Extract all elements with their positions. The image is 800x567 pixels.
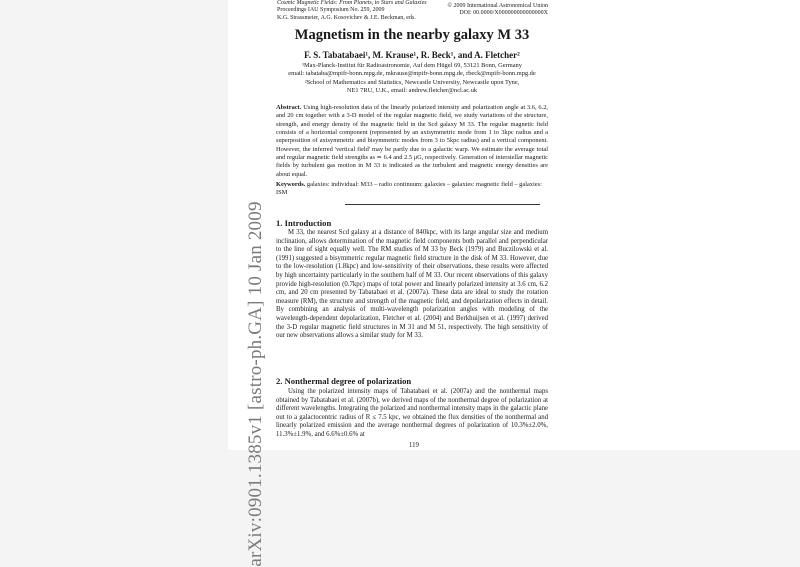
keywords-text: galaxies: individual: M33 – radio continuum: galaxies – galaxies: magnetic field – galaxies: ISM xyxy=(276,181,542,197)
affiliation-line: NE1 7RU, U.K., email: andrew.fletcher@ncl.ac.uk xyxy=(346,87,478,95)
abstract-label: Abstract. xyxy=(276,104,302,111)
keywords-label: Keywords. xyxy=(276,181,306,188)
copyright-block xyxy=(420,3,548,18)
paragraph: Using the polarized intensity maps of Tabatabaei et al. (2007a) and the nonthermal maps obtained by Tabatabaei et al. (2007b), we derived maps of the nonthermal degree of polarization at different wavelengths. Integrating the polarized and nonthermal intensity maps in the galactic plane out to a galactocentric radius of R ≤ 7.5 kpc, we obtained the flux densities of the nonthermal and linearly polarized emission and the average nonthermal degrees of polarization of 10.3%±2.0%, 11.3%±1.9%, and 6.6%±0.6% at xyxy=(276,388,548,438)
proceedings-title-2: Proceedings IAU Symposium No. 259, 2009 xyxy=(277,7,385,14)
abstract xyxy=(276,104,548,179)
copyright-line: © 2009 International Astronomical Union xyxy=(447,3,548,9)
proceedings-editors: K.G. Strassmeier, A.G. Kosovichev & J.E. Beckman, eds. xyxy=(277,14,416,21)
affiliation-line: ²School of Mathematics and Statistics, Newcastle University, Newcastle upon Tyne, xyxy=(304,78,520,86)
section-heading-polarization: 2. Nonthermal degree of polarization xyxy=(276,376,412,386)
section-heading-introduction: 1. Introduction xyxy=(276,218,332,228)
doi-line: DOI: 00.0000/X000000000000000X xyxy=(459,10,548,17)
keywords xyxy=(276,181,548,198)
paper-authors: F. S. Tabatabaei¹, M. Krause¹, R. Beck¹, and A. Fletcher² xyxy=(304,50,520,60)
section-body-polarization xyxy=(276,388,548,440)
paper-title: Magnetism in the nearby galaxy M 33 xyxy=(294,27,530,43)
arxiv-stamp xyxy=(240,0,272,567)
divider-rule xyxy=(345,204,540,205)
affiliations xyxy=(276,62,548,96)
section-body-introduction xyxy=(276,229,548,341)
paragraph: M 33, the nearest Scd galaxy at a distance of 840kpc, with its large angular size and medium inclination, allows determination of the magnetic field components both parallel and perpendicular to the line of sight equally well. The RM studies of M 33 by Beck (1979) and Buczilowski et al. (1991) suggested a bisymmetric regular magnetic field structure in the disk of M 33. However, due to the low-resolution (1.8kpc) and low-sensitivity of their observations, these results were affected by high uncertainty particularly in the southern half of M 33. Our recent observations of this galaxy provide high-resolution (0.7kpc) maps of total power and linearly polarized intensity at 3.6 cm, 6.2 cm, and 20 cm presented by Tabatabaei et al. (2007a). These data are ideal to study the rotation measure (RM), the structure and strength of the magnetic field, and depolarization effects in detail. By combining an analysis of multi-wavelength polarization angles with modeling of the wavelength-dependent depolarization, Fletcher et al. (2004) and Berkhuijsen et al. (1997) derived the 3-D regular magnetic field structures in M 31 and M 51, respectively. The high sensitivity of our new observations allows a similar study for M 33. xyxy=(276,229,548,340)
proceedings-header xyxy=(277,0,427,22)
affiliation-line: email: tabataba@mpifr-bonn.mpg.de, mkrause@mpifr-bonn.mpg.de, rbeck@mpifr-bonn.mpg.de xyxy=(288,70,536,78)
proceedings-title-1: Cosmic Magnetic Fields: From Planets, to Stars and Galaxies xyxy=(277,0,427,6)
abstract-text: Using high-resolution data of the linearly polarized intensity and polarization angle at 3.6, 6.2, and 20 cm together with a 3-D model of the regular magnetic field, we study variations of the structure, strength, and energy density of the magnetic field in the Scd galaxy M 33. The regular magnetic field consists of a horizontal component (represented by an axisymmetric mode from 1 to 3kpc radius and a superposition of axisymmetric and bisymmetric modes from 3 to 5kpc radius) and a vertical component. However, the inferred 'vertical field' may be partly due to a galactic warp. We estimate the average total and regular magnetic field strengths as ≃ 6.4 and 2.5 μG, respectively. Generation of interstellar magnetic fields by turbulent gas motion in M 33 is indicated as the turbulent and magnetic energy densities are about equal. xyxy=(276,104,548,178)
affiliation-line: ¹Max-Planck-Institut für Radioastronomie, Auf dem Hügel 69, 53121 Bonn, Germany xyxy=(302,62,522,69)
arxiv-identifier: arXiv:0901.1385v1 [astro-ph.GA] 10 Jan 2009 xyxy=(245,201,266,567)
page-number: 119 xyxy=(409,442,419,449)
